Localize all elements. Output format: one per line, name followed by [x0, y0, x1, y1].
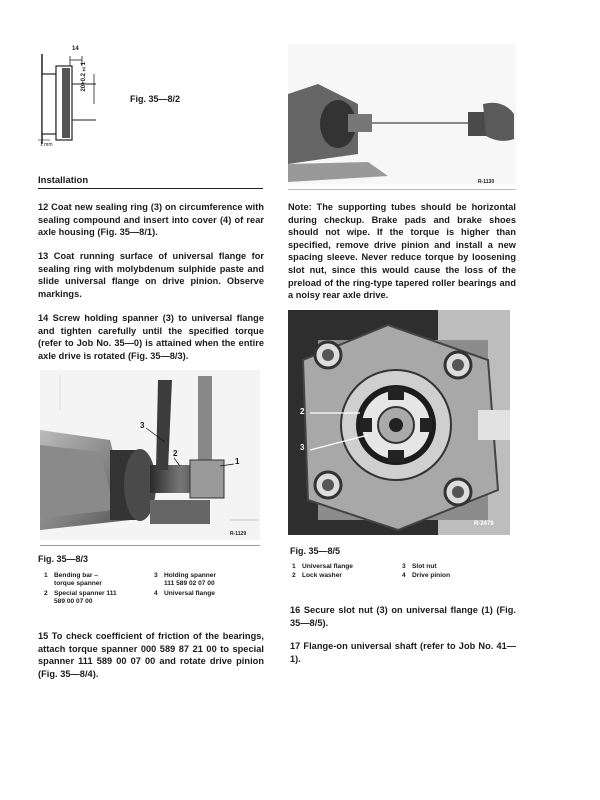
legend-num: 1: [292, 563, 296, 570]
figure-label-35-8-2: Fig. 35—8/2: [130, 94, 181, 104]
step-16: 16 Secure slot nut (3) on universal flange (1) (Fig. 35—8/5).: [290, 605, 516, 628]
legend-num: 3: [154, 572, 158, 579]
legend-num: 4: [402, 572, 406, 580]
legend-35-8-3: [44, 572, 264, 607]
legend-text: Universal flange: [302, 563, 353, 570]
figure-label-35-8-3: Fig. 35—8/3: [38, 554, 89, 564]
callout-2: 2: [300, 407, 305, 416]
step-17: 17 Flange-on universal shaft (refer to Job No. 41—1).: [290, 641, 516, 664]
legend-text: Lock washer: [302, 572, 342, 580]
photo-universal-flange: [288, 310, 510, 535]
note-lead: Note:: [288, 202, 312, 212]
figure-ref: R-1129: [230, 531, 247, 537]
step-15: 15 To check coefficient of friction of the bearings, attach torque spanner 000 589 87 21 00 to special spanner 111 589 00 07 00 and rotate drive pinion (Fig. 35—8/4).: [38, 631, 264, 679]
photo-holding-spanner: [40, 370, 260, 540]
note-text-2: spacing sleeve. Never reduce torque by loosening slot nut, since this would cause the loss of the preload of the ring-type tapered roller bearings and a noisy rear axle drive.: [288, 252, 516, 301]
legend-num: 2: [292, 572, 296, 580]
figure-ref: R-2479: [474, 521, 494, 527]
figure-rule: [40, 545, 260, 546]
photo-torque-spanner: [288, 44, 516, 184]
legend-35-8-5: [292, 563, 512, 581]
legend-text: Special spanner 111 589 00 07 00: [54, 589, 117, 606]
legend-text: Holding spanner 111 589 02 07 00: [164, 572, 217, 588]
section-heading: Installation: [38, 175, 89, 186]
legend-num: 1: [44, 572, 48, 579]
heading-rule: [38, 188, 263, 189]
flange-cross-section-drawing: [36, 44, 116, 152]
legend-num: 3: [402, 563, 406, 570]
dim-top-label: 14: [72, 46, 79, 52]
note-paragraph: [288, 201, 516, 302]
legend-text: Drive pinion: [412, 572, 451, 580]
step-12: 12 Coat new sealing ring (3) on circumference with sealing compound and insert into cover (4) of rear axle housing (Fig. 35—8/1).: [38, 202, 264, 238]
legend-text: Slot nut: [412, 563, 437, 570]
legend-text: Bending bar – torque spanner: [54, 572, 102, 588]
dim-side-label: 20+0.2 ±1: [81, 62, 87, 92]
dim-bottom-label: 1 mm: [40, 142, 53, 148]
figure-rule: [288, 189, 516, 190]
note-bold-word: new: [497, 239, 516, 250]
callout-2: 2: [173, 449, 178, 458]
legend-text: Universal flange: [164, 589, 215, 597]
callout-1: 1: [235, 457, 240, 466]
legend-num: 2: [44, 589, 48, 597]
legend-num: 4: [154, 589, 158, 597]
callout-3: 3: [140, 421, 145, 430]
figure-label-35-8-5: Fig. 35—8/5: [290, 546, 341, 556]
note-text: The supporting tubes should be horizontal during checkup. Brake pads and brake shoes should not wipe. If the torque is higher than specified, remove drive pinion and install a: [288, 202, 516, 250]
figure-ref: R-1130: [478, 179, 495, 184]
step-14: 14 Screw holding spanner (3) to universal flange and tighten carefully until the specified torque (refer to Job No. 35—0) is attained when the entire axle drive is rotated (Fig. 35—8/3).: [38, 313, 264, 361]
callout-3: 3: [300, 443, 305, 452]
step-13: 13 Coat running surface of universal flange for sealing ring with molybdenum sulphide paste and slide universal flange on drive pinion. Observe markings.: [38, 251, 264, 299]
